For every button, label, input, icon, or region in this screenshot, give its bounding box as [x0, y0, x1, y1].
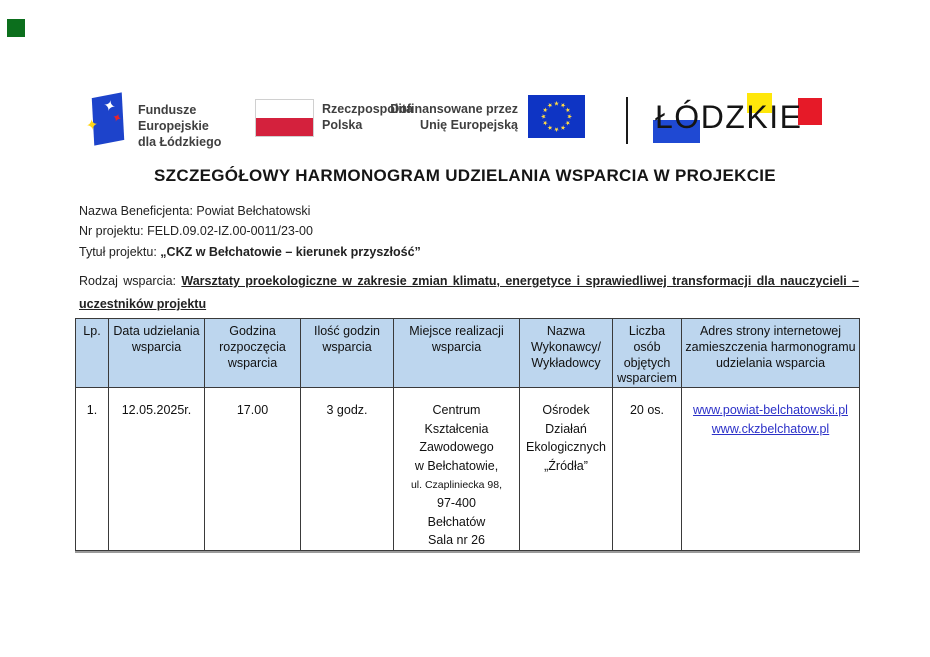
link-ckzbelchatow[interactable]: www.ckzbelchatow.pl	[711, 422, 830, 437]
corner-marker	[7, 19, 25, 37]
header-liczba-osob: Liczba osób objętych wsparciem	[613, 319, 682, 388]
fe-logo-line1: Fundusze Europejskie	[138, 103, 209, 133]
miejsce-line: w Bełchatowie,	[414, 458, 499, 473]
project-title-value: „CKZ w Bełchatowie – kierunek przyszłość”	[160, 244, 421, 259]
support-type-line	[79, 270, 859, 316]
cell-miejsce	[394, 388, 520, 551]
wykonawca-line: Ośrodek	[542, 403, 590, 418]
header-lp: Lp.	[76, 319, 109, 388]
miejsce-line: ul. Czapliniecka 98,	[410, 478, 503, 491]
wykonawca-line: „Źródła”	[544, 458, 588, 473]
wykonawca-line: Działań	[545, 421, 587, 436]
table-row	[76, 388, 860, 551]
header-data-wsparcia: Data udzielania wsparcia	[109, 319, 205, 388]
cell-liczba-osob: 20 os.	[613, 388, 682, 551]
star-icon: ✦	[101, 95, 118, 117]
cell-links	[682, 388, 860, 551]
table-header-row	[76, 319, 860, 388]
header-adres-strony: Adres strony internetowej zamieszczenia harmonogramu udzielania wsparcia	[682, 319, 860, 388]
header-wykonawca: Nazwa Wykonawcy/ Wykładowcy	[520, 319, 613, 388]
wykonawca-line: Ekologicznych	[526, 440, 606, 455]
poland-line1: Rzeczpospolita	[322, 102, 413, 116]
lodzkie-logo	[651, 90, 829, 148]
miejsce-line: Kształcenia	[424, 421, 489, 436]
cell-data-wsparcia: 12.05.2025r.	[109, 388, 205, 551]
support-type-value: Warsztaty proekologiczne w zakresie zmian klimatu, energetyce i sprawiedliwej transformacji dla nauczycieli – uczestników projektu	[79, 273, 859, 311]
page-title: SZCZEGÓŁOWY HARMONOGRAM UDZIELANIA WSPARCIA W PROJEKCIE	[154, 166, 776, 185]
beneficiary-line: Nazwa Beneficjenta: Powiat Bełchatowski	[79, 204, 311, 218]
eu-funding-line2: Unię Europejską	[420, 118, 518, 132]
miejsce-line: Centrum	[432, 403, 481, 418]
eu-flag	[528, 95, 585, 138]
star-icon: ✦	[109, 109, 125, 127]
logo-band	[0, 88, 930, 150]
fe-logo-text	[138, 102, 240, 150]
project-title-label: Tytuł projektu:	[79, 244, 161, 259]
miejsce-line: 97-400	[437, 496, 476, 511]
link-powiat-belchatowski[interactable]: www.powiat-belchatowski.pl	[693, 403, 848, 418]
header-ilosc-godzin: Ilość godzin wsparcia	[301, 319, 394, 388]
eu-funding-text	[368, 101, 518, 133]
fe-logo-line2: dla Łódzkiego	[138, 135, 222, 149]
project-title-line	[79, 242, 859, 262]
project-info	[79, 201, 859, 315]
header-miejsce: Miejsce realizacji wsparcia	[394, 319, 520, 388]
cell-godzina: 17.00	[205, 388, 301, 551]
project-number-line: Nr projektu: FELD.09.02-IZ.00-0011/23-00	[79, 224, 313, 239]
miejsce-line: Zawodowego	[419, 440, 494, 455]
star-icon: ✦	[84, 115, 100, 135]
cell-wykonawca	[520, 388, 613, 551]
schedule-table	[75, 318, 860, 551]
lodzkie-wordmark: ŁÓDZKIE	[655, 99, 803, 135]
poland-line2: Polska	[322, 118, 363, 132]
fundusze-europejskie-logo	[84, 92, 240, 150]
poland-flag	[255, 99, 314, 137]
header-godzina: Godzina rozpoczęcia wsparcia	[205, 319, 301, 388]
cell-ilosc-godzin: 3 godz.	[301, 388, 394, 551]
logo-divider	[626, 97, 628, 144]
support-type-label: Rodzaj wsparcia:	[79, 273, 182, 288]
miejsce-line: Bełchatów	[427, 514, 486, 529]
miejsce-line: Sala nr 26	[428, 533, 485, 548]
cell-lp: 1.	[76, 388, 109, 551]
eu-funding-line1: Dofinansowane przez	[390, 102, 518, 116]
